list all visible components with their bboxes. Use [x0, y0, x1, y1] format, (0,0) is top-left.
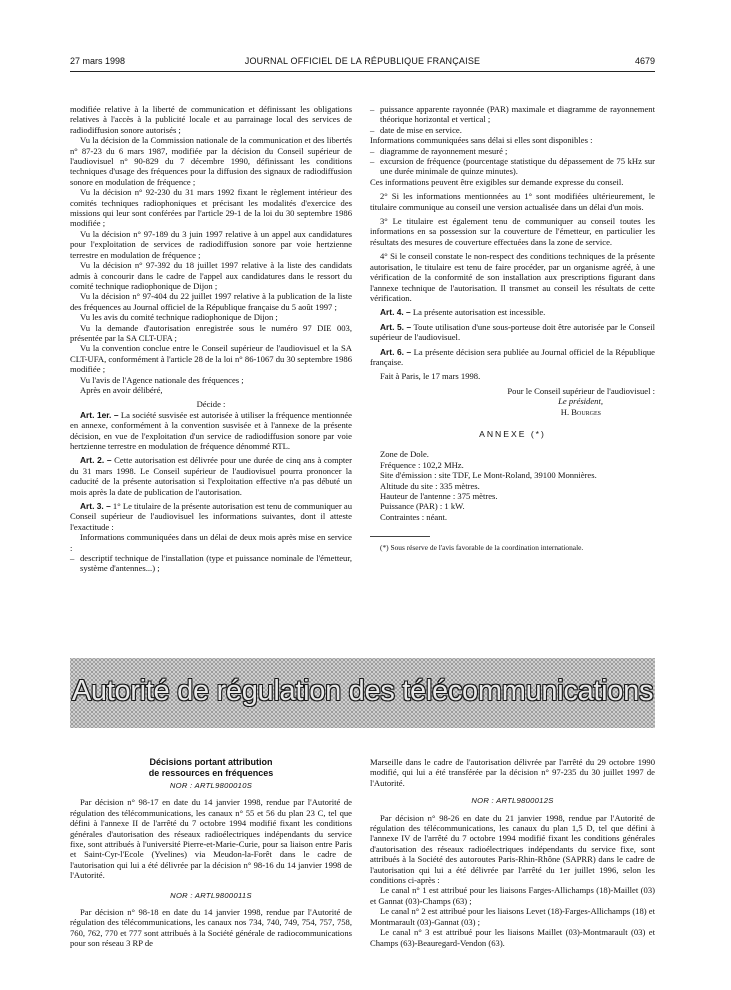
signatory-title: Le président,: [558, 396, 603, 407]
list-item: – descriptif technique de l'installation (type et puissance nominale de l'émetteur, système d'antennes...) ;: [70, 553, 352, 574]
section-banner: [70, 658, 655, 728]
paragraph: 2° Si les informations mentionnées au 1° sont modifiées ultérieurement, le titulaire communique au conseil une version actualisée dans un délai d'un mois.: [370, 191, 655, 212]
section-title: Autorité de régulation des télécommunications: [71, 675, 654, 707]
article-1-text: La société susvisée est autorisée à utiliser la fréquence mentionnée en annexe, conformément à la convention susvisée et à l'annexe de la présente décision, en vue de l'exploitation d'un service de radiodiffusion sonore par voie hertzienne terrestre en modulation de fréquence dénommé RTL.: [70, 409, 352, 451]
list-item: – diagramme de rayonnement mesuré ;: [370, 145, 508, 156]
footnote-rule: [370, 536, 430, 537]
article-1-label: Art. 1er. –: [80, 409, 119, 420]
decisions-heading-line-2: de ressources en fréquences: [148, 768, 274, 778]
available-info-list: [370, 146, 655, 177]
article-6-label: Art. 6. –: [380, 346, 412, 357]
article-4-label: Art. 4. –: [380, 307, 411, 318]
paragraph: Par décision n° 98-18 en date du 14 janvier 1998, rendue par l'Autorité de régulation des télécommunications, les canaux nos 734, 740, 749, 754, 757, 758, 760, 762, 770 et 777 sont attribués à la Société générale de radiocommunications pour son réseau 3 RP de: [70, 907, 352, 949]
paragraph: Vu la convention conclue entre le Conseil supérieur de l'audiovisuel et la SA CLT-UFA, conformément à l'article 28 de la loi n° 86-1067 du 30 septembre 1986 modifiée ;: [70, 343, 352, 375]
nor-reference: NOR : ARTL9800010S: [169, 781, 253, 790]
paragraph: Vu les avis du comité technique radiophonique de Dijon ;: [80, 312, 278, 323]
paragraph: Informations communiquées dans un délai de deux mois après mise en service :: [70, 532, 352, 553]
bottom-right-column: [370, 757, 655, 948]
list-item: – date de mise en service.: [370, 124, 462, 135]
paragraph: 4° Si le conseil constate le non-respect des conditions techniques de la présente autorisation, le titulaire est tenu de faire procéder, par un organisme agréé, à une vérification de la conformité de son installation aux prescriptions figurant dans l'annexe technique de l'autorisation. Il transmet au conseil les résultats de cette vérification.: [370, 251, 655, 303]
article-5-text: Toute utilisation d'une sous-porteuse doit être autorisée par le Conseil supérieur de l'audiovisuel.: [370, 321, 655, 343]
paragraph: Le canal n° 2 est attribué pour les liaisons Levet (18)-Farges-Allichamps (18) et Montmarault (03)-Gannat (03) ;: [370, 906, 655, 927]
article-1: [70, 410, 352, 452]
article-3: [70, 501, 352, 532]
article-6-text: La présente décision sera publiée au Journal officiel de la République française.: [370, 346, 655, 367]
place-date: Fait à Paris, le 17 mars 1998.: [380, 371, 481, 382]
signatory-line: Pour le Conseil supérieur de l'audiovisuel :: [507, 385, 655, 396]
paragraph: Vu la décision n° 92-230 du 31 mars 1992 fixant le règlement intérieur des comités techniques radiophoniques et précisant les modalités d'exercice des missions qui leur sont conférées par l'article 29-1 de la loi du 30 septembre 1986 modifiée ;: [70, 187, 352, 229]
header-date: 27 mars 1998: [70, 56, 126, 66]
paragraph: modifiée relative à la liberté de communication et définissant les obligations relatives à l'accès à la publicité locale et au parrainage local des services de radiodiffusion sonore autorisés ;: [70, 104, 352, 135]
paragraph: Marseille dans le cadre de l'autorisation délivrée par l'arrêté du 29 octobre 1990 modifié, qui lui a été transférée par la décision n° 97-235 du 30 juillet 1997 de l'Autorité.: [370, 757, 655, 788]
paragraph: Vu l'avis de l'Agence nationale des fréquences ;: [80, 374, 244, 385]
annex-line: Fréquence : 102,2 MHz.: [380, 459, 464, 470]
footnote: (*) Sous réserve de l'avis favorable de la coordination internationale.: [380, 543, 584, 553]
right-column: [370, 104, 655, 554]
annex-line: Site d'émission : site TDF, Le Mont-Roland, 39100 Monnières.: [380, 470, 597, 481]
paragraph: Par décision n° 98-17 en date du 14 janvier 1998, rendue par l'Autorité de régulation des télécommunications, les canaux n° 55 et 56 du plan 23 C, tel que défini à l'annexe II de l'arrêté du 7 octobre 1994 modifié fixant les conditions générales d'autorisation des réseaux radioélectriques indépendants du service fixe, sont attribués à l'université Pierre-et-Marie-Curie, pour sa liaison entre Paris et Saint-Cyr-l'Ecole (Yvelines) via Meudon-la-Forêt dans le cadre de l'autorisation qui lui a été délivrée par la décision n° 98-16 du 14 janvier 1998 de l'Autorité.: [70, 797, 352, 881]
list-item: – excursion de fréquence (pourcentage statistique du dépassement de 75 kHz sur une durée minimale de quinze minutes).: [370, 156, 655, 177]
decisions-heading-line-1: Décisions portant attribution: [149, 757, 273, 767]
article-5: [370, 322, 655, 343]
annex-line: Puissance (PAR) : 1 kW.: [380, 501, 465, 512]
article-2-label: Art. 2. –: [80, 455, 112, 466]
paragraph: Le canal n° 1 est attribué pour les liaisons Farges-Allichamps (18)-Maillet (03) et Gannat (03)-Champs (63) ;: [370, 885, 655, 906]
paragraph: Vu la décision n° 97-404 du 22 juillet 1997 relative à la publication de la liste des fréquences au Journal officiel de la République française du 5 août 1997 ;: [70, 291, 352, 312]
paragraph: 3° Le titulaire est également tenu de communiquer au conseil toutes les informations en sa possession sur la couverture de l'émetteur, en particulier les résultats des mesures de couverture effectuées dans la zone de service.: [370, 216, 655, 247]
annex-line: Zone de Dole.: [380, 449, 429, 460]
info-list: [70, 553, 352, 574]
bottom-left-column: [70, 757, 352, 949]
page-header: [70, 56, 655, 70]
header-page-number: 4679: [634, 56, 655, 66]
article-3-label: Art. 3. –: [80, 501, 111, 512]
article-4-text: La présente autorisation est incessible.: [412, 307, 546, 318]
paragraph: Le canal n° 3 est attribué pour les liaisons Maillet (03)-Montmarault (03) et Champs (63)-Beauregard-Vendon (63).: [370, 927, 655, 948]
paragraph: Par décision n° 98-26 en date du 21 janvier 1998, rendue par l'Autorité de régulation des télécommunications, les canaux du plan 1,5 D, tel que défini à l'annexe IV de l'arrêté du 7 octobre 1994 modifié fixant les conditions générales d'autorisation des réseaux radioélectriques indépendants du service fixe, sont attribués à la Société des autoroutes Paris-Rhin-Rhône (SAPRR) dans le cadre de l'autorisation qui lui a été délivrée par l'arrêté du 1er juillet 1996, selon les conditions ci-après :: [370, 812, 655, 886]
decide-heading: Décide :: [196, 399, 226, 410]
signatory-name: H. Bourges: [560, 406, 601, 417]
paragraph: Vu la demande d'autorisation enregistrée sous le numéro 97 DIE 003, présentée par la SA CLT-UFA ;: [70, 322, 352, 343]
paragraph: Ces informations peuvent être exigibles sur demande expresse du conseil.: [370, 176, 624, 187]
paragraph: Vu la décision n° 97-189 du 3 juin 1997 relative à un appel aux candidatures pour l'exploitation de services de radiodiffusion sonore par voie hertzienne terrestre en modulation de fréquence ;: [70, 228, 352, 260]
left-column: [70, 104, 352, 574]
annexe-heading: ANNEXE (*): [479, 428, 546, 439]
article-2-text: Cette autorisation est délivrée pour une durée de cinq ans à compter du 31 mars 1998. Le Conseil supérieur de l'audiovisuel pourra prononcer la caducité de la présente autorisation si l'exploitation effective n'a pas débuté un mois après la date de publication de l'autorisation.: [70, 455, 352, 497]
header-journal-title: JOURNAL OFFICIEL DE LA RÉPUBLIQUE FRANÇAISE: [244, 56, 481, 66]
header-rule: [70, 71, 655, 72]
article-4: [370, 307, 655, 317]
annex-line: Altitude du site : 335 mètres.: [380, 480, 480, 491]
info-list-continued: [370, 104, 655, 135]
annex-line: Contraintes : néant.: [380, 511, 448, 522]
list-item: – puissance apparente rayonnée (PAR) maximale et diagramme de rayonnement théorique horizontal et vertical ;: [370, 104, 655, 125]
article-5-label: Art. 5. –: [380, 321, 412, 332]
annex-line: Hauteur de l'antenne : 375 mètres.: [380, 491, 498, 501]
article-6: [370, 347, 655, 368]
paragraph: Vu la décision de la Commission nationale de la communication et des libertés n° 87-23 du 6 mars 1987, modifiée par la décision du Conseil supérieur de l'audiovisuel n° 90-829 du 7 décembre 1990, définissant les conditions techniques d'usage des fréquences pour la diffusion des signaux de radiodiffusion sonore en modulation de fréquence ;: [70, 135, 352, 187]
paragraph: Vu la décision n° 97-392 du 18 juillet 1997 relative à la liste des candidats admis à concourir dans le cadre de l'appel aux candidatures dans le ressort du comité technique radiophonique de Dijon ;: [70, 260, 352, 291]
nor-reference: NOR : ARTL9800011S: [170, 890, 252, 900]
paragraph: Informations communiquées sans délai si elles sont disponibles :: [370, 135, 593, 146]
article-3-text: 1° Le titulaire de la présente autorisation est tenu de communiquer au Conseil supérieur de l'audiovisuel les informations suivantes, dont il atteste l'exactitude :: [70, 501, 352, 532]
article-2: [70, 455, 352, 497]
paragraph: Après en avoir délibéré,: [80, 384, 163, 395]
nor-reference: NOR : ARTL9800012S: [471, 796, 554, 806]
